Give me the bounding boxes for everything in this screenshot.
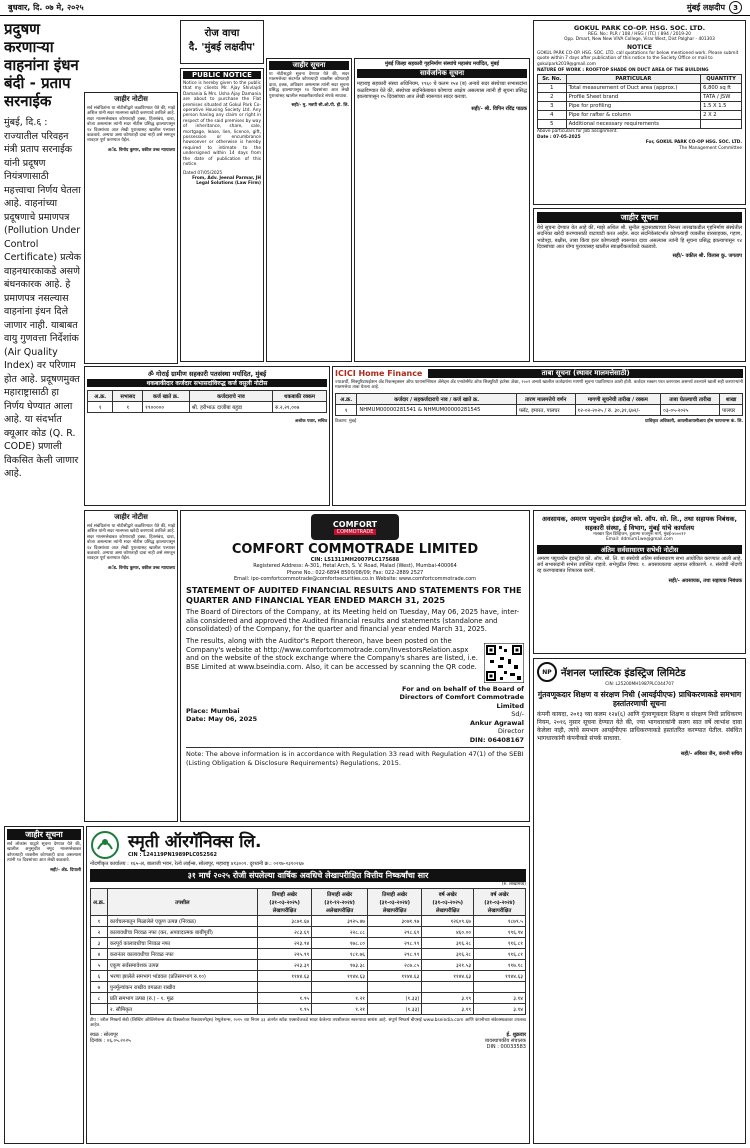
- notice-legal-1: [84, 92, 178, 364]
- table-cell: १७३.३८: [312, 959, 368, 970]
- table-cell: २८३.६९: [257, 926, 311, 937]
- promo-box: [180, 20, 264, 64]
- table-cell: ३९२५.४७: [312, 915, 368, 926]
- comfort-commotrade-ad: [180, 510, 530, 822]
- comfort-date: Date: May 06, 2025: [186, 715, 258, 724]
- table-cell: १९६.९४: [474, 926, 526, 937]
- table-cell: ५: [91, 959, 108, 970]
- icici-table: अ.क्र. कर्जदार / सहकर्जदाराचे नाव / कर्ज खाते क्र. तारण मालमत्तेचे वर्णन मागणी सूचनेची तारीख / रक्कम ताबा घेतल्याची तारीख शाखा १ NHMUM00000281541 & NHMUM00000281545 फ्लॅट, इमारत, पालघर १२-०२-२०२५ / रु. ३०,३१,६७२/- ०३-०५-२०२५ पालघर: [335, 393, 743, 416]
- promo-line-1: रोज वाचा: [204, 28, 240, 39]
- table-cell: [422, 981, 474, 992]
- smruti-logo-icon: [90, 830, 120, 860]
- smruti-unit: (रु. लाखांमध्ये): [502, 882, 526, 888]
- smruti-name: स्मृती ऑरगॅनिक्स लि.: [128, 831, 262, 852]
- table-cell: [312, 981, 368, 992]
- gorai-sub: थकबाकीदार कर्जदार सभासदांविरुद्ध कर्ज वसुली नोटीस: [87, 379, 327, 387]
- notice-legal-2-title: जाहीर नोटीस: [114, 513, 148, 521]
- table-cell: ७: [91, 981, 108, 992]
- table-cell: ११४४.६३: [312, 970, 368, 981]
- table-cell: १.९५: [257, 1003, 311, 1014]
- table-cell: ३८७१.६७: [257, 915, 311, 926]
- comfort-para-2: The results, along with the Auditor's Report thereon, have been posted on the Company's website at http://www.comfortcommotrade.com/InvestorsRelation.aspx and on the website of the stock exchange where the Company's shares are listed, i.e. BSE Limited at www.bseindia.com. Also, it can be accessed by scanning the QR code.: [186, 636, 478, 671]
- table-row: 1 Total measurement of Duct area (approx.) 6,800 sq ft: [538, 84, 742, 93]
- smruti-date: दिनांक : ०६.०५.२०२५: [90, 1037, 131, 1044]
- society-notice-title: सार्वजनिक सूचना: [357, 69, 527, 78]
- table-cell: (१.३३): [367, 992, 421, 1003]
- table-cell: १.९५: [257, 992, 311, 1003]
- table-cell: [91, 1003, 108, 1014]
- table-cell: ११६.८१: [474, 948, 526, 959]
- table-row: 2 Profile Sheet brand TATA / JSW: [538, 93, 742, 102]
- gokul-committee: The Management Committee: [679, 145, 742, 151]
- table-row: [91, 1003, 526, 1014]
- comfort-logo: COMFORT COMMOTRADE: [311, 514, 399, 540]
- table-cell: ११७.१८: [474, 959, 526, 970]
- table-cell: १८१.७६: [312, 948, 368, 959]
- comfort-place: Place: Mumbai: [186, 706, 240, 715]
- table-cell: करानंतर कालावधीचा निव्वळ नफा: [107, 948, 257, 959]
- icici-authority: प्राधिकृत अधिकारी, आयसीआयसीआय होम फायनान्स कं. लि.: [645, 418, 743, 424]
- gokul-tender: [533, 20, 746, 205]
- editorial-article: [4, 20, 82, 910]
- smruti-signer: ई. शुक्रवार: [506, 1031, 526, 1038]
- liquidator-title: अवसायक, अमरण फ्युचरप्रेन इंडस्ट्रीज को. ऑप. सो. लि., तथा सहायक निबंधक, सहकारी संस्था, ई विभाग, मुंबई यांचे कार्यालय: [542, 515, 737, 532]
- table-cell: १२६०९.६७: [422, 915, 474, 926]
- table-cell: ११६.८१: [474, 937, 526, 948]
- smruti-place: स्थळ : सोलापूर: [90, 1031, 118, 1038]
- comfort-statement-title: STATEMENT OF AUDITED FINANCIAL RESULTS AND STATEMENTS FOR THE QUARTER AND FINANCIAL YEAR ENDED MARCH 31, 2025: [186, 585, 522, 606]
- gokul-table: [537, 74, 742, 129]
- masthead-text: मुंबई लक्षदीप: [686, 3, 725, 12]
- gokul-title: GOKUL PARK CO-OP. HSG. SOC. LTD.: [573, 24, 706, 32]
- gokul-col-srno: Sr. No.: [538, 75, 567, 84]
- gokul-for: For, GOKUL PARK CO-OP HSG. SOC. LTD.: [645, 140, 742, 146]
- table-row: [91, 937, 526, 948]
- table-cell: [474, 981, 526, 992]
- table-cell: ४: [91, 948, 108, 959]
- table-cell: कार्यचलनातून मिळालेले एकूण उत्पन्न (निव्वळ): [107, 915, 257, 926]
- liquidator-email: Email: ddmum1we@gmail.com: [606, 537, 673, 543]
- table-row: [91, 959, 526, 970]
- comfort-for: For and on behalf of the Board of Directors of Comfort Commotrade Limited: [399, 684, 524, 710]
- table-cell: २९८.९९: [367, 937, 421, 948]
- gokul-above: Above particulars for Job assignment.: [537, 129, 618, 135]
- notice-right-title: जाहीर सूचना: [537, 212, 742, 223]
- promo-line-2: दै. 'मुंबई लक्षदीप': [188, 42, 256, 53]
- table-cell: ४६०.००: [422, 926, 474, 937]
- society-notice: [354, 58, 530, 362]
- notice-mid-title: जाहीर सूचना: [269, 61, 349, 70]
- table-cell: ३.१९: [422, 1003, 474, 1014]
- icici-place: ठिकाण: मुंबई: [335, 418, 357, 424]
- comfort-contact: Phone No.: 022-6894 8500/08/09; Fax: 022-2889 2527: [286, 569, 424, 576]
- table-cell: कालावधीचा निव्वळ नफा (कर, अपवादात्मक बाबींपूर्वी): [107, 926, 257, 937]
- gorai-sign: अशोक पवार, सचिव: [294, 419, 327, 424]
- public-notice-body: Notice is hereby given to the public that my clients Mr. Ajay Shivlajdi Damania & Mrs. Usha Ajay Damania are about to purchase the Flat premises situated at Gokul Park Co-operative Housing Society Ltd. Any person having any claim or right in respect of the said premises by way of inheritance, share, sale, mortgage, lease, lien, licence, gift, possession or encumbrance howsoever or otherwise is hereby required to intimate to the undersigned within 14 days from the date of publication of this notice.: [183, 81, 261, 168]
- table-row: 4 Pipe for rafter & column 2 X 2: [538, 111, 742, 120]
- national-name: नॅशनल प्लास्टिक इंडस्ट्रिज लिमिटेड: [561, 668, 686, 679]
- gorai-table: अ.क्र. सभासद कर्ज खाते क्र. कर्जदाराचे नाव थकबाकी रक्कम १ १ १९००००० श्री. हरीभाऊ दाजीबा बहुडा रु.२,२१,००७: [87, 390, 327, 413]
- notice-bottom-sign: सही/- ॲड. दिपाली: [50, 867, 81, 873]
- gokul-col-particular: PARTICULAR: [566, 75, 701, 84]
- table-row: [91, 915, 526, 926]
- notice-legal-2-body: सर्व संबंधितांना या नोटीसीद्वारे कळविण्यात येते की, माझे अशिल यांनी सदर मालमत्ता खरेदी करण्याचे ठरविले आहे. सदर मालमत्तेबाबत कोणाचाही हक्क, हितसंबंध, दावा, बोजा असल्यास त्यांनी सदर नोटीस प्रसिद्ध झाल्यापासून १४ दिवसांच्या आत लेखी पुराव्यासह खालील पत्त्यावर कळवावे. अन्यथा असा कोणताही दावा नाही असे समजून व्यवहार पूर्ण करण्यात येईल.: [87, 524, 175, 562]
- notice-mid-sign: सही/- मु. मन्नपी सी.ओ.पी. हौ. लि.: [291, 103, 349, 109]
- society-name: मुंबई जिल्हा सहकारी गृहनिर्माण संस्थांचे महासंघ मर्यादित, मुंबई: [385, 61, 499, 67]
- page-number: 3: [729, 1, 742, 14]
- table-cell: ११४४.६३: [367, 970, 421, 981]
- table-cell: ३.१४: [474, 1003, 526, 1014]
- qr-code-icon[interactable]: [484, 643, 524, 683]
- liquidator-notice: [533, 510, 746, 654]
- smruti-results-table: अ.क्र. तपशील तिमाही अखेर (३१-०३-२०२५) लेखापरीक्षित तिमाही अखेर (३१-१२-२०२४) अलेखापरीक्षित तिमाही अखेर (३१-०३-२०२४) लेखापरीक्षित वर्ष अखेर (३१-०३-२०२५) लेखापरीक्षित वर्ष अखेर (३१-०३-२०२४) लेखापरीक्षित १ कार्यचलनातून मिळालेले एकूण उत्पन्न (निव्वळ) ३८७१.६७ ३९२५.४७ ३०७१.९७ १२६०९.६७ १८७९.५ २ कालावधीचा निव्वळ नफा (कर, अपवादात्मक बाबींपूर्वी) २८३.६९ २२८.८८ २९८.६९ ४६०.०० १९६.९४ ३ करपूर्व कालावधीचा निव्वळ नफा २२३.९४ १७८.८० २९८.९९ ३१६.२८ ११६.८१ ४ करानंतर कालावधीचा निव्वळ नफा २२५.९९ १८१.७६ २९८.९९ ३१६.२८ ११६.८१ ५ एकूण सर्वसमावेशक उत्पन्न २२३.३९ १७३.३८ २८७.८५ ३२१.५३ ११७.१८ ६ भरणा झालेले समभाग भांडवल (प्रतिसमभाग रु.१०) ११४४.६३ ११४४.६३ ११४४.६३ ११४४.६३ ११४४.६३ ७ पुनर्मूल्यांकन राखीव वगळता राखीव ८ प्रति समभाग उत्पन्न (रु.) - १. मूळ १.९५ १.२१ (१.३३) ३.१९ ३.१४ २. सौमिकृत १.९५ १.२१ (१.३३) ३.१९ ३.१४: [90, 888, 526, 1015]
- gokul-notice-body: GOKUL PARK CO-OP. HSG. SOC. LTD. call quotations for below mentioned work. Please submit quote within 7 days after publication of this notice to the Society Office or mail to gokulpark2019@gmail.com: [537, 50, 739, 67]
- notice-bottom-title: जाहीर सूचना: [7, 829, 81, 840]
- notice-right-sign: सही/- वकील श्री. विलास कु. जगताप: [672, 253, 742, 260]
- table-cell: [367, 981, 421, 992]
- public-notice-en: [180, 68, 264, 362]
- society-notice-sign: सही/- श्री. विपिन रविंद्र पाठक: [471, 106, 527, 113]
- gokul-notice-title: NOTICE: [627, 43, 652, 51]
- notice-legal-2: [84, 510, 178, 822]
- table-cell: ११४४.६३: [257, 970, 311, 981]
- icici-title: ताबा सूचना (स्थावर मालमत्तेसाठी): [428, 369, 743, 378]
- table-cell: ३०७१.९७: [367, 915, 421, 926]
- table-cell: १.२१: [312, 992, 368, 1003]
- table-cell: २९८.६९: [367, 926, 421, 937]
- table-cell: ३: [91, 937, 108, 948]
- comfort-email: Email: ipo-comfortcommotrade@comfortsecurities.co.in Website: www.comfortcommotrade.com: [233, 575, 477, 582]
- notice-body: सर्व संबंधितांना या नोटीसीद्वारे कळविण्यात येते की, माझे अशिल यांनी सदर मालमत्ता खरेदी करण्याचे ठरविले आहे. सदर मालमत्तेबाबत कोणाचाही हक्क, हितसंबंध, दावा, बोजा असल्यास त्यांनी सदर नोटीस प्रसिद्ध झाल्यापासून १४ दिवसांच्या आत लेखी पुराव्यासह खालील पत्त्यावर कळवावे. अन्यथा असा कोणताही दावा नाही असे समजून व्यवहार पूर्ण करण्यात येईल.: [87, 106, 175, 144]
- notice-mid-body: या नोटीसद्वारे सूचना देण्यात येते की, सदर मालमत्तेच्या संदर्भात कोणत्याही व्यक्तीस कोणताही दावा, हक्क, अधिकार असल्यास त्यांनी सदर सूचना प्रसिद्ध झाल्यापासून १४ दिवसांच्या आत लेखी पुराव्यांसह खालील स्वाक्षरीकर्त्याकडे संपर्क साधावा.: [269, 72, 349, 99]
- table-cell: ३.१४: [474, 992, 526, 1003]
- smruti-cin: CIN : L24119PN1989PLC052562: [128, 851, 217, 858]
- table-row: [91, 926, 526, 937]
- smruti-organics-results: [86, 826, 530, 1144]
- table-cell: ६: [91, 970, 108, 981]
- page-header: [0, 0, 750, 16]
- table-cell: पुनर्मूल्यांकन राखीव वगळता राखीव: [107, 981, 257, 992]
- table-cell: २२५.९९: [257, 948, 311, 959]
- table-row: १ १ १९००००० श्री. हरीभाऊ दाजीबा बहुडा रु.२,२१,००७: [88, 402, 327, 413]
- table-cell: १.२१: [312, 1003, 368, 1014]
- comfort-signer: Ankur Agrawal: [470, 718, 524, 727]
- paper-name: [687, 1, 742, 14]
- issue-date: बुधवार, दि. ०७ मे, २०२५: [8, 3, 84, 12]
- table-cell: एकूण सर्वसमावेशक उत्पन्न: [107, 959, 257, 970]
- national-logo-icon: NP: [537, 662, 557, 682]
- table-cell: १: [91, 915, 108, 926]
- article-headline: प्रदुषण करणाऱ्या वाहनांना इंधन बंदी - प्रताप सरनाईक: [4, 20, 79, 110]
- public-notice-title: PUBLIC NOTICE: [183, 71, 261, 79]
- liquidator-addr: मलबार हिल डिव्हिजन, हुतात्मा राजगुरू मार्ग, मुंबई-४०००१२: [593, 532, 686, 537]
- public-notice-date: Dated 07/05/2025: [183, 170, 223, 176]
- gorai-title: ॐ गोराई ग्रामीण सहकारी पतसंस्था मर्यादित, मुंबई: [147, 370, 267, 378]
- notice-mid: [266, 58, 352, 362]
- comfort-name: COMFORT COMMOTRADE LIMITED: [231, 542, 479, 557]
- notice-bottom-left: [4, 826, 84, 1144]
- table-cell: (१.३३): [367, 1003, 421, 1014]
- liquidator-sign: सही/- अवसायक, तथा सहायक निबंधक: [668, 577, 742, 584]
- comfort-sd: Sd/-: [511, 710, 524, 719]
- gokul-reg: REG. No.: PLR / 108 / HSG / (TC) / 894 / 2019-20: [588, 32, 691, 37]
- notice-bottom-body: सर्व लोकांस याद्वारे सूचना देण्यात येते की, खालील अनुसूचीत नमूद मालमत्तेबाबत कोणत्याही व्यक्तीस कोणताही दावा असल्यास त्यांनी १४ दिवसांच्या आत लेखी कळवावे.: [7, 842, 81, 864]
- icici-possession-notice: [332, 366, 746, 506]
- gokul-addr: Opp. Dmart, New New VIVA College, Virar West, Dist Palghar - 401303: [564, 37, 715, 43]
- table-row: 5 Additional necessary requirements: [538, 120, 742, 129]
- comfort-din: DIN: 06408167: [469, 735, 524, 744]
- notice-right-body: येथे सूचना देण्यात येत आहे की, माझे अशिल श्री. सुनील मुद्रासाठ्याच्या निरुत्तर तारखांकडील गृहनिर्माण संस्थेतील सदनिका खरेदी करण्यासाठी वाटाघाटी करत आहेत. सदर सदनिकेसंदर्भात कोणत्याही व्यक्तीस वारसाहक्क, गहाण, भाडेपट्टा, बक्षीस, ताबा किंवा इतर कोणत्याही स्वरूपात दावा असल्यास त्यांनी हि सूचना प्रसिद्ध झाल्यापासून १४ दिवसांच्या आत योग्य पुराव्यासह खालील स्वाक्षरीकर्त्याकडे कळवावे.: [537, 225, 742, 250]
- liquidator-body: अमरण फ्युचरप्रेन इंडस्ट्रीज को. ऑप. सो. लि. या संस्थेची अंतिम सर्वसाधारण सभा आयोजित करण्यात आली आहे. सर्व सभासदांनी सभेस उपस्थित राहावे. सभेपुढील विषय: १. अवसायकाचा अहवाल स्वीकारणे. २. संस्थेची नोंदणी रद्द करण्याबाबत शिफारस करणे.: [537, 555, 742, 575]
- gokul-col-quantity: QUANTITY: [701, 75, 742, 84]
- notice-right: [533, 208, 746, 362]
- national-title: गुंतवणूकदार शिक्षण व संरक्षण निधी (आयईपीएफ) प्राधिकरणाकडे समभाग हस्तांतरणाची सूचना: [537, 690, 742, 709]
- table-cell: भरणा झालेले समभाग भांडवल (प्रतिसमभाग रु.१०): [107, 970, 257, 981]
- national-body: कंपनी कायदा, २०१३ च्या कलम १२४(६) आणि गुंतवणूकदार शिक्षण व संरक्षण निधी प्राधिकरण नियम, २०१६ नुसार सूचना देण्यात येते की, ज्या भागधारकांनी सलग सात वर्षे लाभांश दावा केलेला नाही, त्यांचे समभाग आयईपीएफ प्राधिकरणाकडे हस्तांतरित करण्यात येतील. संबंधित भागधारकांनी कंपनीकडे संपर्क साधावा.: [537, 711, 742, 743]
- table-cell: २९८.९९: [367, 948, 421, 959]
- table-row: १ NHMUM00000281541 & NHMUM00000281545 फ्लॅट, इमारत, पालघर १२-०२-२०२५ / रु. ३०,३१,६७२/- ०३-०५-२०२५ पालघर: [336, 404, 743, 415]
- society-notice-body: महाराष्ट्र सहकारी संस्था अधिनियम, १९६० चे कलम १५४ (ब) अन्वये सदर संस्थेच्या सभासदांना कळविण्यात येते की, संस्थेच्या सदनिकेबाबत कोणाचा आक्षेप असल्यास त्यांनी ही सूचना प्रसिद्ध झाल्यापासून १५ दिवसांच्या आत लेखी स्वरूपात सादर करावा.: [357, 81, 527, 100]
- comfort-reg: Registered Address: A-301, Hetal Arch, S. V. Road, Malad (West), Mumbai-400064: [253, 563, 457, 570]
- table-row: 3 Pipe for profiling 1.5 X 1.5: [538, 102, 742, 111]
- public-notice-from: From, Adv. Jeenal Parmar, JH Legal Solutions (Law Firm): [192, 175, 261, 187]
- table-cell: २२८.८८: [312, 926, 368, 937]
- table-cell: ३१६.२८: [422, 937, 474, 948]
- table-cell: १७८.८०: [312, 937, 368, 948]
- gorai-society-notice: [84, 366, 330, 506]
- comfort-note: Note: The above information is in accordance with Regulation 33 read with Regulation 47(1) of the SEBI (Listing Obligation & Disclosure Requirements) Regulations, 2015.: [186, 747, 524, 767]
- notice-legal-2-sign: अॅड. विनोद कुमार, वकील उच्च न्यायालय: [107, 565, 175, 571]
- table-row: [91, 992, 526, 1003]
- national-cin: CIN: L25200MH1987PLC044707: [605, 682, 674, 687]
- comfort-cin: CIN: L51311MH2007PLC175688: [310, 557, 400, 563]
- table-cell: २२३.९४: [257, 937, 311, 948]
- notice-sign: अॅड. विनोद कुमार, वकील उच्च न्यायालय: [107, 147, 175, 153]
- smruti-table-title: ३१ मार्च २०२५ रोजी संपलेल्या वार्षिक अवधिचे लेखापरीक्षित वित्तीय निष्कर्षांचा सार: [90, 869, 526, 882]
- smruti-addr: नोंदणीकृत कार्यालय : १६५-अ, बालाजी भवन, रेल्वे लाईन्स, सोलापूर, महाराष्ट्र ४१३००१. दूरध्वनी क्र.: ०२१७-२३१०२६७: [90, 861, 304, 867]
- table-row: [91, 981, 526, 992]
- national-plastic-notice: [533, 658, 746, 1144]
- table-cell: करपूर्व कालावधीचा निव्वळ नफा: [107, 937, 257, 948]
- table-cell: २: [91, 926, 108, 937]
- table-cell: ८: [91, 992, 108, 1003]
- smruti-designation: व्यवस्थापकीय संचालक: [484, 1037, 526, 1044]
- icici-intro: ज्याअर्थी, सिक्युरिटायझेशन अँड रिकन्स्ट्रक्शन ऑफ फायनान्शियल ॲसेट्स अँड एन्फोर्समेंट ऑफ सिक्युरिटी इंटरेस्ट ॲक्ट, २००२ अन्वये खालील कर्जदारांना मागणी सूचना पाठविण्यात आली होती. कर्जदार रक्कम परत करण्यास असमर्थ ठरल्याने खाली सही करणाऱ्यांनी मालमत्तेचा ताबा घेतला आहे.: [335, 380, 743, 391]
- smruti-note: टीप : वरील निष्कर्ष सेबी (लिस्टिंग ऑब्लिगेशन्स अँड डिस्क्लोजर रिक्वायरमेंट्स) रेग्युलेशन्स, २०१५ च्या नियम ३३ अंतर्गत स्टॉक एक्सचेंजकडे सादर केलेल्या तपशीलवार स्वरूपाचा सारांश आहे. संपूर्ण निष्कर्ष बीएसई www.bseindia.com आणि कंपनीच्या संकेतस्थळावर उपलब्ध आहेत.: [90, 1017, 526, 1029]
- table-cell: ३१६.२८: [422, 948, 474, 959]
- table-cell: १८७९.५: [474, 915, 526, 926]
- icici-logo: ICICI Home Finance: [335, 369, 423, 378]
- notice-title: जाहीर नोटीस: [114, 95, 148, 103]
- gokul-date: Date : 07-05-2025: [537, 134, 581, 140]
- table-row: [91, 970, 526, 981]
- smruti-din: DIN : 00033583: [486, 1044, 526, 1051]
- article-body: मुंबई, दि.६ : राज्यातील परिवहन मंत्री प्रताप सरनाईक यांनी प्रदूषण नियंत्रणासाठी महत्त्वाचा निर्णय घेतला आहे. वाहनांच्या प्रदूषणाचे प्रमाणपत्र (Pollution Under Control Certificate) प्रत्येक वाहनधारकाकडे असणे बंधनकारक आहे. हे प्रमाणपत्र नसल्यास वाहनांना इंधन दिले जाणार नाही. याबाबत वायु गुणवत्ता निर्देशांक (Air Quality Index) वर परिणाम होत आहे. प्रदूषणमुक्त महाराष्ट्रासाठी हा निर्णय घेण्यात आला आहे. या संदर्भात क्यूआर कोड (Q. R. CODE) प्रणाली विकसित केली जाणार आहे.: [4, 117, 82, 479]
- table-cell: २२३.३९: [257, 959, 311, 970]
- table-cell: २८७.८५: [367, 959, 421, 970]
- gokul-nature: NATURE OF WORK : ROOFTOP SHADE ON DUCT AREA OF THE BUILDING: [537, 68, 709, 74]
- comfort-designation: Director: [497, 727, 524, 736]
- national-sign: सही/- अंबिका जैन, कंपनी सचिव: [680, 751, 742, 758]
- table-cell: ११४४.६३: [422, 970, 474, 981]
- table-cell: ११४४.६३: [474, 970, 526, 981]
- comfort-para-1: The Board of Directors of the Company, at its Meeting held on Tuesday, May 06, 2025 have, inter-alia considered and approved the Audited financial results and statements (standalone and consolidated) of the Company, for the quarter and financial year ended March 31, 2025.: [186, 608, 520, 634]
- table-cell: ३.१९: [422, 992, 474, 1003]
- liquidator-sub: अंतिम सर्वसाधारण सभेची नोटीस: [537, 545, 742, 554]
- table-cell: प्रति समभाग उत्पन्न (रु.) - १. मूळ: [107, 992, 257, 1003]
- table-row: [91, 948, 526, 959]
- table-cell: २. सौमिकृत: [107, 1003, 257, 1014]
- table-cell: [257, 981, 311, 992]
- table-cell: ३२१.५३: [422, 959, 474, 970]
